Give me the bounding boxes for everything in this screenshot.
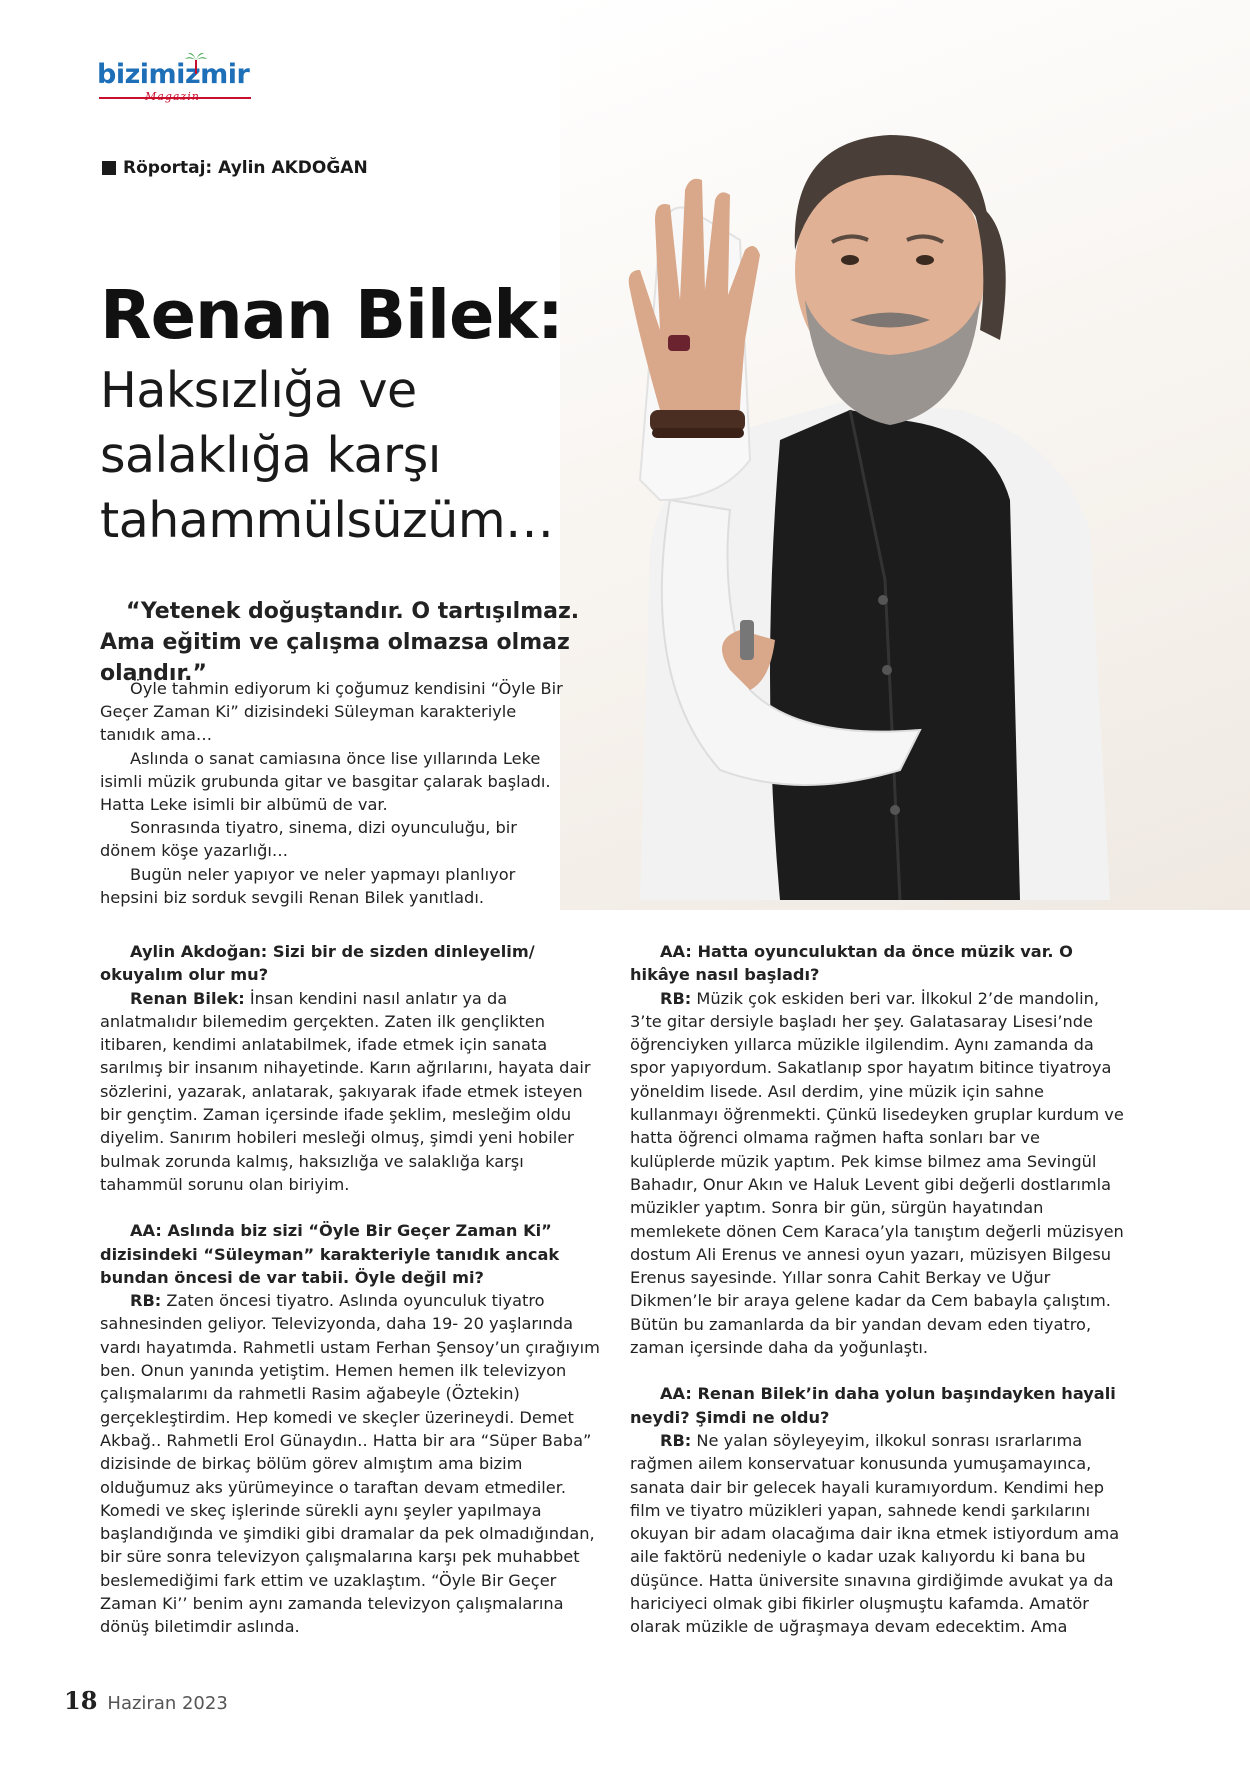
portrait-photo [600,80,1120,900]
page-number: 18 [64,1686,98,1715]
intro-paragraph: Aslında o sanat camiasına önce lise yıllarında Leke isimli müzik grubunda gitar ve basgitar çalarak başladı. Hatta Leke isimli bir albümü de var. [100,748,551,815]
answer-text: Müzik çok eskiden beri var. İlkokul 2’de mandolin, 3’te gitar dersiyle başladı her şey. Galatasaray Lisesi’nde öğrenciyken yıllarca müzikle ilgilendim. Aynı zamanda da spor yapıyordum. Sakatlanıp spor hayatım bitince tiyatroya yöneldim lisede. Asıl derdim, yine müzik için sahne kullanmayı öğrenmekti. Çünkü lisedeyken gruplar kurdum ve hatta öğrenci olmama rağmen hafta sonları bar ve kulüplerde müzik yaptım. Pek kimse bilmez ama Sevingül Bahadır, Onur Akın ve Haluk Levent gibi değerli dostlarımla müzikler yaptım. Sonra bir gün, sürgün hayatından memlekete dönen Cem Karaca’yla tanıştım değerli müzisyen dostum Ali Erenus ve annesi oyun yazarı, müzisyen Bilgesu Erenus sayesinde. Yıllar sonra Cahit Berkay ve Uğur Dikmen’le bir araya gelene kadar da Cem babayla çalıştım. Bütün bu zamanlarda da bir yandan devam eden tiyatro, zaman içersinde daha da yoğunlaştı. [630,988,1124,1358]
magazine-logo [97,60,262,110]
page-footer [64,1686,228,1715]
article-intro [100,677,570,909]
logo-text: bizimizmir [97,59,250,90]
right-column [630,940,1130,1639]
intro-paragraph: Bugün neler yapıyor ve neler yapmayı planlıyor hepsini biz sorduk sevgili Renan Bilek yanıtladı. [100,864,516,907]
speaker-label: RB: [660,1430,692,1450]
speaker-label: RB: [130,1291,162,1311]
speaker-label: RB: [660,988,692,1008]
intro-paragraph: Sonrasında tiyatro, sinema, dizi oyunculuğu, bir dönem köşe yazarlığı… [100,818,517,861]
subtitle-line: salaklığa karşı [100,427,441,484]
subtitle-line: Haksızlığa ve [100,362,417,419]
byline [102,158,368,178]
byline-square-icon [102,161,116,175]
interview-question: AA: Aslında biz sizi “Öyle Bir Geçer Zaman Ki” dizisindeki “Süleyman” karakteriyle tanıdık ancak bundan öncesi de var tabii. Öyle değil mi? [100,1221,560,1287]
interview-question: Aylin Akdoğan: Sizi bir de sizden dinleyelim/ okuyalım olur mu? [100,942,535,985]
left-column [100,940,600,1639]
answer-text: İnsan kendini nasıl anlatır ya da anlatmalıdır bilemedim gerçekten. Zaten ilk gençlikten itibaren, kendimi anlatabilmek, ifade etmek için sanata sarılmış bir insanım nihayetinde. Karın ağrılarını, hayata dair sözlerini, yazarak, anlatarak, şakıyarak ifade etmek isteyen bir gençtim. Zaman içersinde ifade şeklim, mesleğim oldu diyelim. Sanırım hobileri mesleği olmuş, şimdi yeni hobiler bulmak zorunda kalmış, haksızlığa ve salaklığa karşı tahammül sorunu olan biriyim. [100,988,591,1194]
interview-answer [630,987,1130,1360]
issue-date: Haziran 2023 [107,1693,228,1714]
article-title: Renan Bilek: [100,276,563,354]
interview-question: AA: Renan Bilek’in daha yolun başındayken hayali neydi? Şimdi ne oldu? [630,1384,1116,1427]
interview-answer [100,1289,600,1638]
interview-answer [100,987,600,1197]
answer-text: Zaten öncesi tiyatro. Aslında oyunculuk tiyatro sahnesinden geliyor. Televizyonda, daha 19- 20 yaşlarında vardı hayatımda. Rahmetli ustam Ferhan Şensoy’un çırağıyım ben. Onun yanında yetiştim. Hemen hemen ilk televizyon çalışmalarımı da rahmetli Rasim ağabeyle (Öztekin) gerçekleştirdim. Hep komedi ve skeçler üzerineydi. Demet Akbağ.. Rahmetli Erol Günaydın.. Hatta bir ara “Süper Baba” dizisinde de birkaç bölüm görev almıştım ama bizim olduğumuz aks yürümeyince o taraftan devam etmediler. Komedi ve skeç işlerinde sürekli aynı şeyler yapılmaya başlandığında ve şimdiki gibi dramalar da pek olmadığından, bir süre sonra televizyon çalışmalarına karşı pek muhabbet beslemediğimi fark ettim ve uzaklaştım. “Öyle Bir Geçer Zaman Ki’’ benim aynı zamanda televizyon çalışmalarına dönüş biletimdir aslında. [100,1291,600,1637]
interview-answer [630,1429,1130,1639]
speaker-label: Renan Bilek: [130,988,245,1008]
byline-text: Röportaj: Aylin AKDOĞAN [123,158,368,178]
interview-question: AA: Hatta oyunculuktan da önce müzik var. O hikâye nasıl başladı? [630,942,1073,985]
article-subtitle [100,358,570,553]
answer-text: Ne yalan söyleyeyim, ilkokul sonrası ısrarlarıma rağmen ailem konservatuar konusunda yumuşamayınca, sanata dair bir gelecek hayali kuramıyordum. Kendimi hep film ve tiyatro müzikleri yapan, sahnede kendi şarkılarını okuyan bir adam olacağıma dair ikna etmek istiyordum ama aile faktörü nedeniyle o kadar uzak kalıyordu ki bana bu düşünce. Hatta üniversite sınavına girdiğimde avukat ya da hariciyeci olmak gibi fikirler oluşmuştu kafamda. Amatör olarak müzikle de uğraşmaya devam edecektim. Ama [630,1430,1120,1637]
intro-paragraph: Öyle tahmin ediyorum ki çoğumuz kendisini “Öyle Bir Geçer Zaman Ki” dizisindeki Süleyman karakteriyle tanıdık ama… [100,679,563,745]
palm-tree-icon [185,52,207,74]
logo-subtitle: Magazin [145,90,200,103]
pull-quote: “Yetenek doğuştandır. O tartışılmaz. Ama eğitim ve çalışma olmazsa olmaz olandır.” [100,599,580,686]
subtitle-line: tahammülsüzüm… [100,492,554,549]
